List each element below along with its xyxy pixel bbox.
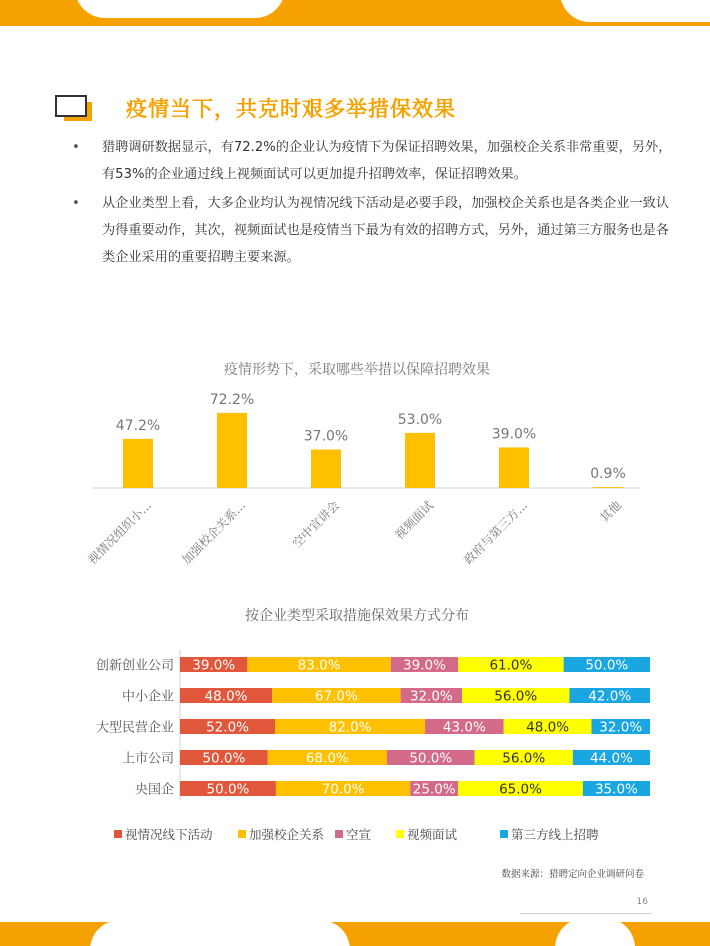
legend-label: 加强校企关系 <box>249 827 325 842</box>
page-number: 16 <box>636 897 648 907</box>
top-decoration <box>0 0 710 42</box>
legend-swatch <box>396 830 404 838</box>
segment-value-label: 65.0% <box>499 781 542 798</box>
legend-label: 第三方线上招聘 <box>511 827 599 842</box>
segment-value-label: 32.0% <box>599 719 643 736</box>
y-tick-label: 央国企 <box>134 782 174 798</box>
section-title: 疫情当下，共克时艰多举措保效果 <box>126 97 456 121</box>
y-tick-label: 中小企业 <box>121 689 174 705</box>
bar-value-label: 47.2% <box>115 417 161 434</box>
segment-value-label: 50.0% <box>585 657 629 674</box>
bar-value-label: 37.0% <box>303 428 349 445</box>
segment-value-label: 35.0% <box>594 781 638 798</box>
bar-value-label: 39.0% <box>491 426 537 443</box>
bullet-text: 从企业类型上看，大多企业均认为视情况线下活动是必要手段，加强校企关系也是各类企业一致认为得重要动作，其次，视频面试也是疫情当下最为有效的招聘方式，另外，通过第三方服务也是各类企业采用的重要招聘主要来源。 <box>102 196 670 265</box>
chart-title: 按企业类型采取措施保效果方式分布 <box>245 608 469 624</box>
bullet-text: 猎聘调研数据显示，有72.2%的企业认为疫情下为保证招聘效果，加强校企关系非常重要，另外，有53%的企业通过线上视频面试可以更加提升招聘效率，保证招聘效果。 <box>102 140 672 182</box>
segment-value-label: 67.0% <box>314 688 358 705</box>
bullet-dot-icon: • <box>72 196 80 211</box>
y-tick-label: 创新创业公司 <box>95 658 174 674</box>
bar-value-label: 53.0% <box>397 411 443 428</box>
x-tick-label: 政府与第三方... <box>461 498 531 568</box>
x-tick-label: 视情况组织小... <box>85 498 155 568</box>
segment-value-label: 83.0% <box>297 657 341 674</box>
bullet-dot-icon: • <box>72 140 80 155</box>
y-tick-label: 大型民营企业 <box>95 720 174 736</box>
bar <box>405 433 435 488</box>
bullet-item <box>72 134 672 188</box>
segment-value-label: 48.0% <box>204 688 248 705</box>
bar <box>593 487 623 488</box>
legend-label: 空宣 <box>346 827 372 842</box>
segment-value-label: 56.0% <box>502 750 546 767</box>
chart-title: 疫情形势下，采取哪些举措以保障招聘效果 <box>224 362 490 378</box>
segment-value-label: 43.0% <box>442 719 486 736</box>
measures-bar-chart <box>0 350 710 615</box>
segment-value-label: 52.0% <box>206 719 249 736</box>
legend-swatch <box>335 830 343 838</box>
segment-value-label: 42.0% <box>588 688 632 705</box>
segment-value-label: 50.0% <box>206 781 250 798</box>
bullet-list <box>72 134 672 273</box>
x-tick-label: 加强校企关系... <box>179 498 249 568</box>
legend-label: 视频面试 <box>407 827 458 842</box>
bar <box>499 447 529 488</box>
x-tick-label: 视频面试 <box>392 498 437 543</box>
enterprise-stacked-chart <box>0 600 710 860</box>
y-tick-label: 上市公司 <box>121 751 174 767</box>
x-tick-label: 其他 <box>597 498 625 526</box>
legend-swatch <box>500 830 508 838</box>
segment-value-label: 44.0% <box>589 750 633 767</box>
bar-value-label: 72.2% <box>209 391 255 408</box>
segment-value-label: 68.0% <box>305 750 349 767</box>
chat-box-icon <box>54 94 94 122</box>
data-source: 数据来源：猎聘定向企业调研问卷 <box>501 869 644 880</box>
bar <box>311 450 341 488</box>
x-tick-label: 空中宣讲会 <box>289 498 343 551</box>
legend-swatch <box>114 830 122 838</box>
segment-value-label: 82.0% <box>328 719 372 736</box>
segment-value-label: 39.0% <box>403 657 446 674</box>
segment-value-label: 25.0% <box>412 781 456 798</box>
bar <box>123 439 153 488</box>
bottom-decoration <box>0 900 710 946</box>
segment-value-label: 70.0% <box>321 781 365 798</box>
bullet-item <box>72 190 672 271</box>
segment-value-label: 39.0% <box>192 657 236 674</box>
segment-value-label: 50.0% <box>409 750 453 767</box>
bar <box>217 413 247 488</box>
segment-value-label: 32.0% <box>409 688 453 705</box>
bar-value-label: 0.9% <box>590 466 626 483</box>
legend-label: 视情况线下活动 <box>125 827 213 842</box>
legend-swatch <box>238 830 246 838</box>
segment-value-label: 48.0% <box>526 719 570 736</box>
segment-value-label: 61.0% <box>489 657 533 674</box>
segment-value-label: 50.0% <box>202 750 246 767</box>
segment-value-label: 56.0% <box>494 688 538 705</box>
